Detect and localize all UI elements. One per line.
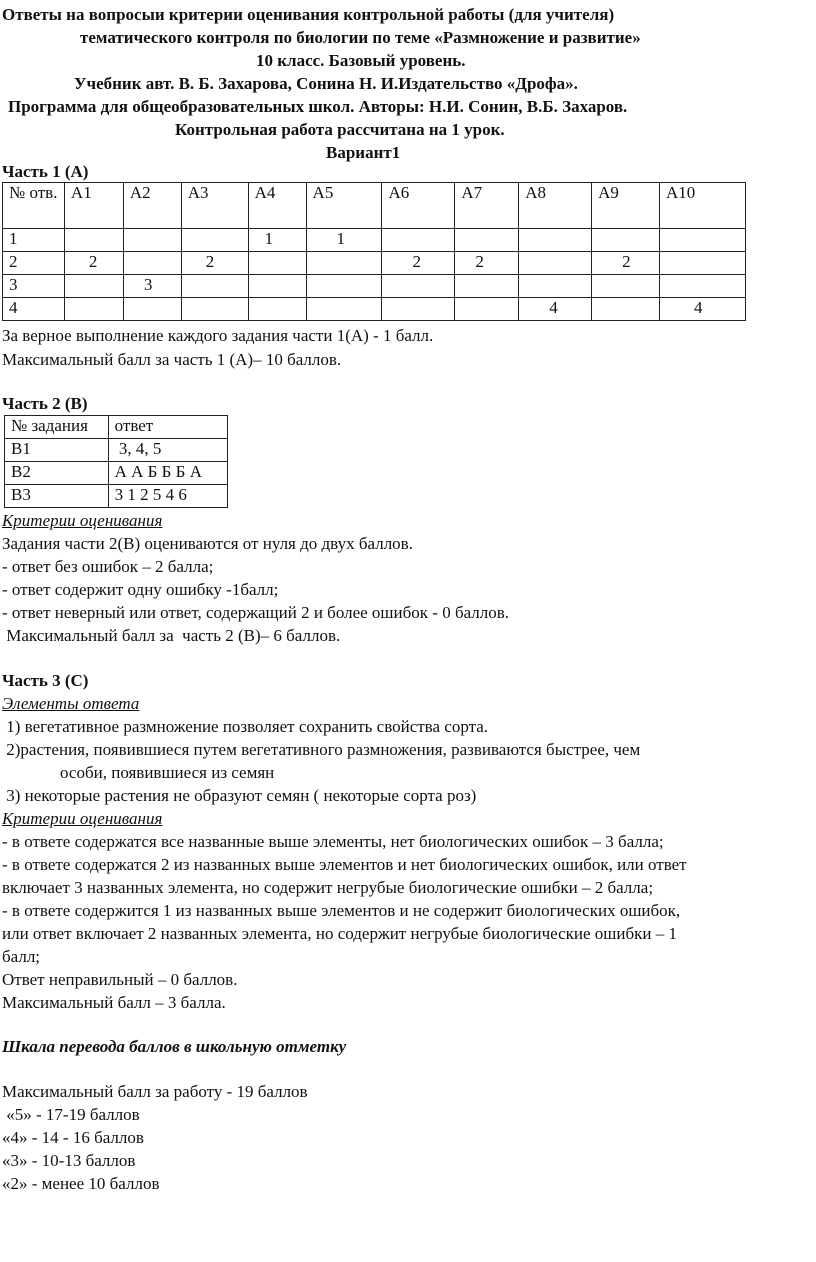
column-header: № задания xyxy=(5,416,109,439)
part3-criteria-line: балл; xyxy=(2,947,41,966)
table-cell xyxy=(382,298,455,321)
table-cell xyxy=(64,298,123,321)
row-label: 4 xyxy=(3,298,65,321)
table-cell: 4 xyxy=(660,298,746,321)
column-header: А8 xyxy=(519,183,592,229)
part3-criteria-line: - в ответе содержатся все названные выше элементы, нет биологических ошибок – 3 балла; xyxy=(2,832,664,851)
part2-criteria-line: - ответ содержит одну ошибку -1балл; xyxy=(2,580,279,599)
table-cell xyxy=(123,229,181,252)
part2-criteria-line: - ответ без ошибок – 2 балла; xyxy=(2,557,214,576)
table-row xyxy=(5,439,228,462)
part3-element: 2)растения, появившиеся путем вегетативного размножения, развиваются быстрее, чем xyxy=(2,740,641,759)
table-cell: 4 xyxy=(519,298,592,321)
scale-grade: «5» - 17-19 баллов xyxy=(2,1105,140,1124)
table-cell: 2 xyxy=(455,252,519,275)
header-line-5: Программа для общеобразовательных школ. Авторы: Н.И. Сонин, В.Б. Захаров. xyxy=(8,97,628,116)
scale-max: Максимальный балл за работу - 19 баллов xyxy=(2,1082,308,1101)
table-cell: 1 xyxy=(248,229,306,252)
table-cell xyxy=(519,252,592,275)
table-cell xyxy=(306,298,382,321)
column-header: А7 xyxy=(455,183,519,229)
table-cell xyxy=(455,229,519,252)
row-label: 1 xyxy=(3,229,65,252)
part3-criteria-line: - в ответе содержатся 2 из названных выше элементов и нет биологических ошибок, или ответ xyxy=(2,855,687,874)
table-cell: В2 xyxy=(5,462,109,485)
part3-element: 1) вегетативное размножение позволяет сохранить свойства сорта. xyxy=(2,717,489,736)
corner-cell: № отв. xyxy=(3,183,65,229)
row-label: 2 xyxy=(3,252,65,275)
variant-title: Вариант1 xyxy=(326,143,401,162)
part2-criteria-title: Критерии оценивания xyxy=(2,511,163,530)
table-cell: 3 1 2 5 4 6 xyxy=(108,485,227,508)
table-cell xyxy=(519,275,592,298)
table-cell xyxy=(592,229,660,252)
table-cell xyxy=(248,275,306,298)
part3-elements-title: Элементы ответа xyxy=(2,694,140,713)
table-header-row xyxy=(5,416,228,439)
table-row xyxy=(3,229,746,252)
row-label: 3 xyxy=(3,275,65,298)
column-header: А9 xyxy=(592,183,660,229)
scale-title: Шкала перевода баллов в школьную отметку xyxy=(2,1037,347,1056)
table-cell xyxy=(455,298,519,321)
table-cell: 2 xyxy=(181,252,248,275)
table-cell xyxy=(660,252,746,275)
part3-element: особи, появившиеся из семян xyxy=(60,763,275,782)
table-cell xyxy=(64,275,123,298)
table-row xyxy=(5,462,228,485)
part2-criteria-line: Задания части 2(В) оцениваются от нуля до двух баллов. xyxy=(2,534,413,553)
part3-criteria-title: Критерии оценивания xyxy=(2,809,163,828)
table-cell: 1 xyxy=(306,229,382,252)
column-header: ответ xyxy=(108,416,227,439)
part1-note-2: Максимальный балл за часть 1 (А)– 10 баллов. xyxy=(2,350,342,369)
header-line-1: Ответы на вопросыи критерии оценивания контрольной работы (для учителя) xyxy=(2,5,615,24)
table-cell xyxy=(660,229,746,252)
column-header: А2 xyxy=(123,183,181,229)
column-header: А6 xyxy=(382,183,455,229)
column-header: А3 xyxy=(181,183,248,229)
table-row xyxy=(3,252,746,275)
table-cell xyxy=(382,275,455,298)
table-cell xyxy=(123,252,181,275)
column-header: А1 xyxy=(64,183,123,229)
part2-criteria-line: Максимальный балл за часть 2 (В)– 6 баллов. xyxy=(2,626,341,645)
table-cell xyxy=(181,298,248,321)
table-cell: 2 xyxy=(64,252,123,275)
table-cell xyxy=(248,252,306,275)
table-cell xyxy=(660,275,746,298)
table-cell xyxy=(306,252,382,275)
column-header: А10 xyxy=(660,183,746,229)
part3-criteria-line: включает 3 названных элемента, но содержит негрубые биологические ошибки – 2 балла; xyxy=(2,878,654,897)
table-cell xyxy=(519,229,592,252)
header-line-3: 10 класс. Базовый уровень. xyxy=(256,51,466,70)
scale-grade: «4» - 14 - 16 баллов xyxy=(2,1128,144,1147)
table-cell xyxy=(455,275,519,298)
column-header: А5 xyxy=(306,183,382,229)
table-cell xyxy=(64,229,123,252)
scale-grade: «3» - 10-13 баллов xyxy=(2,1151,136,1170)
table-cell xyxy=(181,275,248,298)
part3-criteria-line: - в ответе содержится 1 из названных выше элементов и не содержит биологических ошибок, xyxy=(2,901,681,920)
part2-answer-table xyxy=(4,415,228,508)
part1-note-1: За верное выполнение каждого задания части 1(А) - 1 балл. xyxy=(2,326,434,345)
header-line-4: Учебник авт. В. Б. Захарова, Сонина Н. И.Издательство «Дрофа». xyxy=(74,74,578,93)
part3-criteria-line: или ответ включает 2 названных элемента, но содержит негрубые биологические ошибки – 1 xyxy=(2,924,677,943)
part1-answer-table xyxy=(2,182,746,321)
table-cell: 2 xyxy=(382,252,455,275)
part3-element: 3) некоторые растения не образуют семян ( некоторые сорта роз) xyxy=(2,786,477,805)
table-cell xyxy=(592,275,660,298)
table-cell xyxy=(248,298,306,321)
part1-title: Часть 1 (А) xyxy=(2,162,89,181)
table-cell: В3 xyxy=(5,485,109,508)
part3-title: Часть 3 (С) xyxy=(2,671,89,690)
table-row xyxy=(3,275,746,298)
table-cell xyxy=(181,229,248,252)
header-line-2: тематического контроля по биологии по теме «Размножение и развитие» xyxy=(80,28,641,47)
table-cell: В1 xyxy=(5,439,109,462)
part2-criteria-line: - ответ неверный или ответ, содержащий 2 и более ошибок - 0 баллов. xyxy=(2,603,510,622)
table-cell: 2 xyxy=(592,252,660,275)
part3-criteria-line: Максимальный балл – 3 балла. xyxy=(2,993,226,1012)
table-header-row xyxy=(3,183,746,229)
scale-grade: «2» - менее 10 баллов xyxy=(2,1174,160,1193)
table-cell xyxy=(123,298,181,321)
part2-title: Часть 2 (В) xyxy=(2,394,88,413)
header-line-6: Контрольная работа рассчитана на 1 урок. xyxy=(175,120,505,139)
table-cell xyxy=(382,229,455,252)
table-cell xyxy=(306,275,382,298)
part3-criteria-line: Ответ неправильный – 0 баллов. xyxy=(2,970,238,989)
table-cell xyxy=(592,298,660,321)
column-header: А4 xyxy=(248,183,306,229)
table-row xyxy=(5,485,228,508)
table-cell: А А Б Б Б А xyxy=(108,462,227,485)
table-cell: 3, 4, 5 xyxy=(108,439,227,462)
table-row xyxy=(3,298,746,321)
table-cell: 3 xyxy=(123,275,181,298)
